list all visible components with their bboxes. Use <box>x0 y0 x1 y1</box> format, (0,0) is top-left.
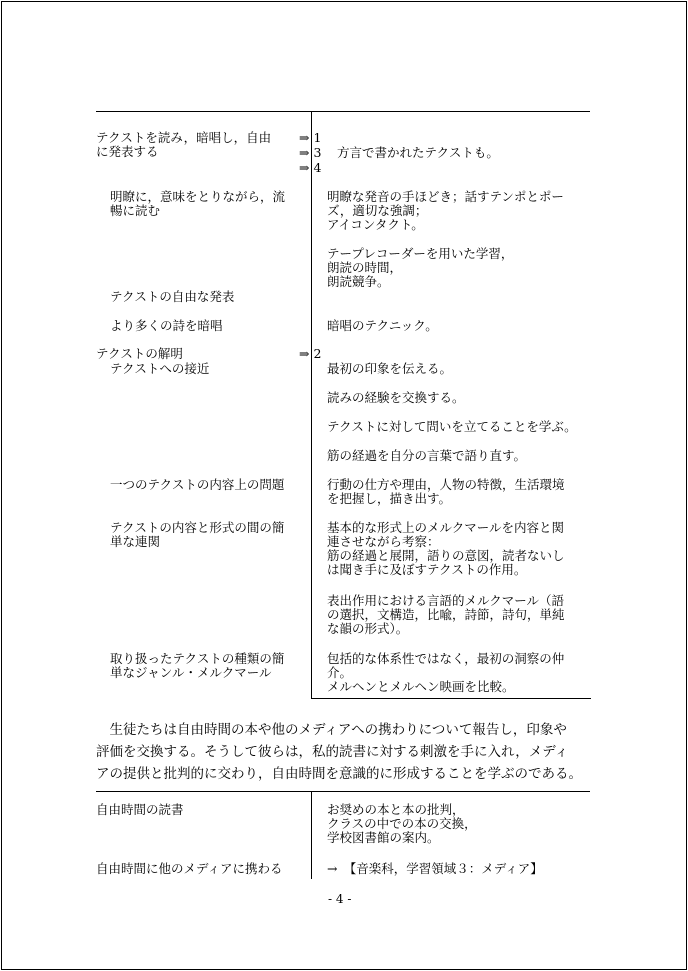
row6-left: テクストの解明 <box>96 346 183 361</box>
cross-ref-arrow-4: ⇒ 4 <box>299 160 322 175</box>
body-paragraph: 生徒たちは自由時間の本や他のメディアへの携わりについて報告し，印象や 評価を交換する。そうして彼らは，私的読書に対する刺激を手に入れ，メディ アの提供と批判的に交わり，自由時間を意識的に形成することを学ぶのである。 <box>96 722 582 782</box>
row1-right: 方言で書かれたテクストも。 <box>337 145 499 160</box>
table2-top-rule <box>96 791 590 792</box>
row4-left: テクストの自由な発表 <box>110 289 235 304</box>
row9-right: テクストに対して問いを立てることを学ぶ。 <box>327 419 577 434</box>
table2-row1-right: お奨めの本と本の批判， クラスの中での本の交換， 学校図書館の案内。 <box>327 802 477 845</box>
table2-row2-left: 自由時間に他のメディアに携わる <box>96 861 283 876</box>
table1-bottom-rule <box>311 698 591 699</box>
row14-left: 取り扱ったテクストの種類の簡 単なジャンル・メルクマール <box>110 651 285 680</box>
row7-left: テクストへの接近 <box>110 361 210 376</box>
table2-row1-left: 自由時間の読書 <box>96 802 184 817</box>
row5-left: より多くの詩を暗唱 <box>110 318 223 333</box>
table1-top-rule <box>96 111 590 112</box>
row11-right: 行動の仕方や理由，人物の特徴，生活環境 を把握し，描き出す。 <box>327 477 565 506</box>
row12-right: 基本的な形式上のメルクマールを内容と関 連させながら考察： 筋の経過と展開，語りの意図，読者ないし は聞き手に及ぼすテクストの作用。 <box>327 520 565 577</box>
row3-right: テープレコーダーを用いた学習， 朗読の時間， 朗読競争。 <box>327 246 514 289</box>
table2-column-divider <box>311 791 312 879</box>
row11-left: 一つのテクストの内容上の問題 <box>110 477 285 492</box>
cross-ref-arrow-1: ⇒ 1 <box>299 130 322 145</box>
row10-right: 筋の経過を自分の言葉で語り直す。 <box>327 448 527 463</box>
cross-ref-arrow-2: ⇒ 2 <box>299 346 322 361</box>
row2-right: 明瞭な発音の手ほどき；話すテンポとポー ズ，適切な強調； アイコンタクト。 <box>327 189 564 232</box>
row5-right: 暗唱のテクニック。 <box>327 318 438 333</box>
row2-left: 明瞭に，意味をとりながら，流 暢に読む <box>110 189 286 218</box>
row1-left: テクストを読み，暗唱し，自由 に発表する <box>96 130 272 159</box>
row12-left: テクストの内容と形式の間の簡 単な連関 <box>110 520 285 549</box>
row8-right: 読みの経験を交換する。 <box>327 390 465 405</box>
row13-right: 表出作用における言語的メルクマール（語 の選択，文構造，比喩，詩節，詩句，単純 な韻の形式）。 <box>327 593 565 636</box>
table2-row2-right: → 【音楽科，学習領域３：メディア】 <box>327 861 543 876</box>
cross-ref-arrow-3: ⇒ 3 <box>299 145 322 160</box>
table1-column-divider <box>311 111 312 699</box>
page-number: - 4 - <box>328 892 352 906</box>
row7-right: 最初の印象を伝える。 <box>327 361 453 376</box>
row14-right: 包括的な体系性ではなく，最初の洞察の仲 介。 メルヘンとメルヘン映画を比較。 <box>327 651 565 694</box>
